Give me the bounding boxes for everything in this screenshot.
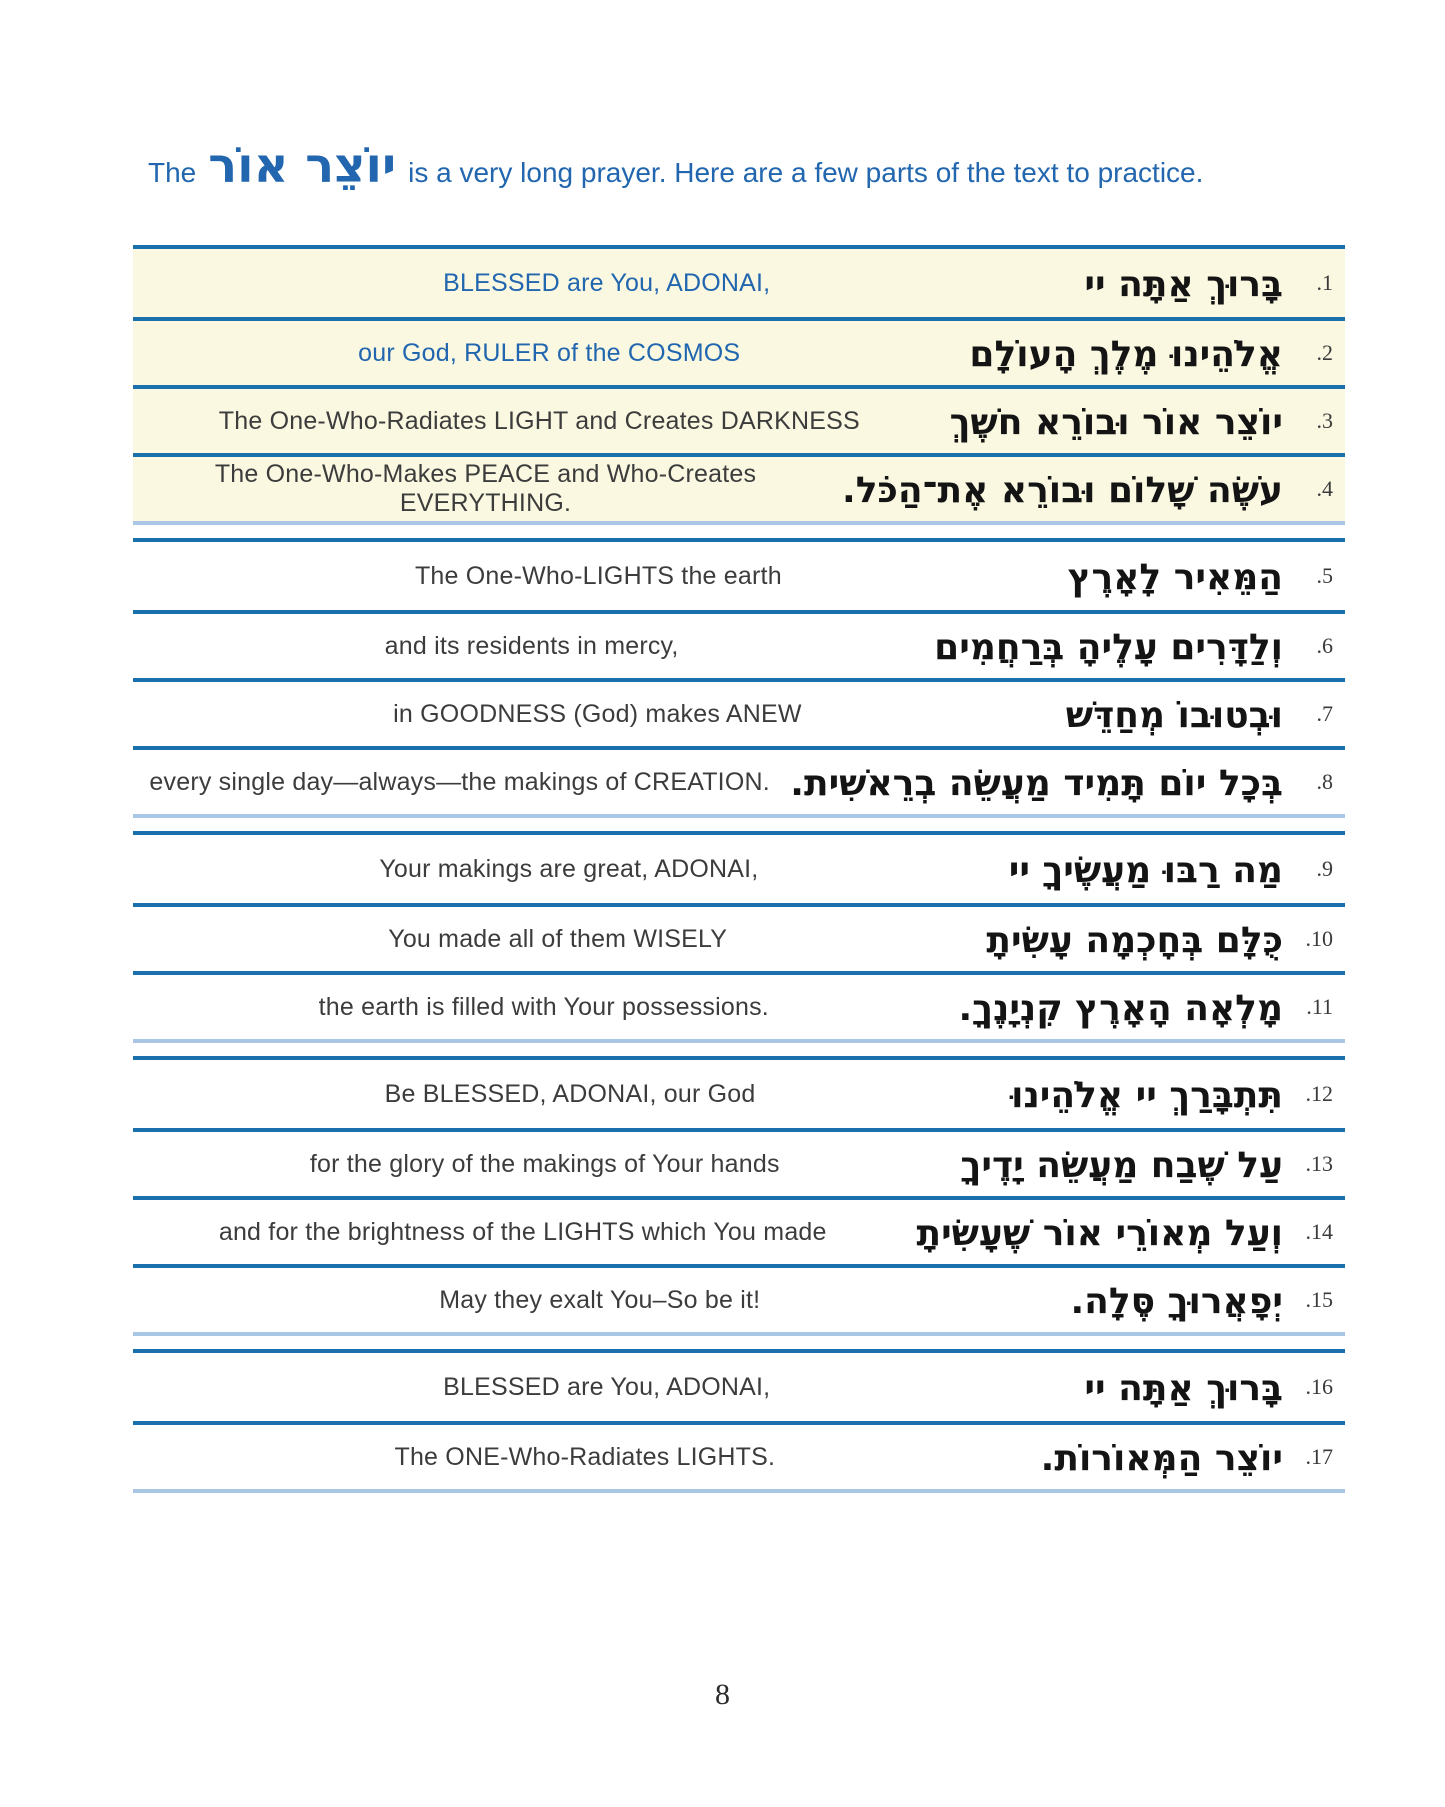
- english-translation: The One-Who-LIGHTS the earth: [414, 561, 782, 590]
- row-number: 8.: [1316, 769, 1333, 794]
- row-number: 5.: [1316, 563, 1333, 588]
- english-translation: in GOODNESS (God) makes ANEW: [393, 699, 802, 728]
- hebrew-text: תִּתְבָּרַךְ יי אֱלֹהֵינוּ: [1011, 1075, 1283, 1116]
- row-number: 1.: [1316, 270, 1333, 295]
- hebrew-text: יוֹצֵר הַמְּאוֹרוֹת.: [1040, 1438, 1283, 1479]
- prayer-table: [133, 245, 1345, 1493]
- english-translation: and its residents in mercy,: [384, 631, 679, 660]
- intro-prefix: The: [148, 157, 197, 188]
- prayer-section: [133, 1056, 1345, 1336]
- row-number: 9.: [1316, 856, 1333, 881]
- prayer-section: [133, 831, 1345, 1043]
- english-translation: BLESSED are You, ADONAI,: [443, 268, 771, 297]
- hebrew-text: וְעַל מְאוֹרֵי אוֹר שֶׁעָשִׂיתָ: [916, 1213, 1283, 1254]
- english-translation: and for the brightness of the LIGHTS which You made: [218, 1217, 827, 1246]
- prayer-row: [133, 678, 1345, 746]
- english-translation: for the glory of the makings of Your hands: [309, 1149, 780, 1178]
- prayer-row: [133, 453, 1345, 521]
- prayer-row: [133, 1128, 1345, 1196]
- prayer-row: [133, 971, 1345, 1039]
- hebrew-text: יוֹצֵר אוֹר וּבוֹרֵא חשֶׁךְ: [949, 402, 1283, 443]
- english-translation: The One-Who-Makes PEACE and Who-Creates EVERYTHING.: [214, 460, 757, 517]
- row-number: 6.: [1316, 633, 1333, 658]
- row-number: 2.: [1316, 340, 1333, 365]
- english-translation: the earth is filled with Your possessions.: [318, 992, 769, 1021]
- row-number: 12.: [1305, 1081, 1333, 1106]
- prayer-row: [133, 835, 1345, 903]
- hebrew-text: עַל שֶׁבַח מַעֲשֵׂה יָדֶיךָ: [960, 1145, 1283, 1186]
- row-number: 15.: [1305, 1287, 1333, 1312]
- row-number: 3.: [1316, 408, 1333, 433]
- row-number: 16.: [1305, 1374, 1333, 1399]
- hebrew-text: בְּכָל יוֹם תָּמִיד מַעֲשֵׂה בְרֵאשִׁית.: [790, 763, 1283, 804]
- english-translation: our God, RULER of the COSMOS: [358, 338, 741, 367]
- english-translation: The One-Who-Radiates LIGHT and Creates DARKNESS: [218, 406, 860, 435]
- hebrew-text: הַמֵּאִיר לָאָרֶץ: [1067, 557, 1283, 598]
- prayer-row: [133, 610, 1345, 678]
- hebrew-text: וּבְטוּבוֹ מְחַדֵּשׁ: [1065, 695, 1283, 736]
- row-number: 7.: [1316, 701, 1333, 726]
- row-number: 11.: [1306, 994, 1333, 1019]
- row-number: 13.: [1305, 1151, 1333, 1176]
- row-number: 14.: [1305, 1219, 1333, 1244]
- prayer-row: [133, 1264, 1345, 1332]
- english-translation: The ONE-Who-Radiates LIGHTS.: [394, 1442, 776, 1471]
- prayer-row: [133, 1353, 1345, 1421]
- english-translation: You made all of them WISELY: [388, 924, 728, 953]
- row-number: 17.: [1305, 1444, 1333, 1469]
- prayer-row: [133, 903, 1345, 971]
- row-number: 10.: [1305, 926, 1333, 951]
- hebrew-text: וְלַדָּרִים עָלֶיהָ בְּרַחֲמִים: [934, 627, 1283, 668]
- english-translation: Be BLESSED, ADONAI, our God: [384, 1079, 756, 1108]
- prayer-row: [133, 317, 1345, 385]
- hebrew-text: אֱלֹהֵינוּ מֶלֶךְ הָעוֹלָם: [969, 334, 1283, 375]
- hebrew-text: מָלְאָה הָאָרֶץ קִנְיָנֶךָ.: [958, 988, 1283, 1029]
- intro-hebrew-title: יוֹצֵר אוֹר: [208, 138, 397, 194]
- hebrew-text: בָּרוּךְ אַתָּה יי: [1084, 264, 1283, 305]
- english-translation: BLESSED are You, ADONAI,: [443, 1372, 771, 1401]
- prayer-section: [133, 245, 1345, 525]
- row-number: 4.: [1316, 476, 1333, 501]
- prayer-row: [133, 542, 1345, 610]
- prayer-row: [133, 249, 1345, 317]
- prayer-row: [133, 1060, 1345, 1128]
- hebrew-text: יְפָאֲרוּךָ סֶּלָה.: [1070, 1281, 1283, 1322]
- page-intro: [148, 138, 1203, 194]
- prayer-row: [133, 746, 1345, 814]
- hebrew-text: בָּרוּךְ אַתָּה יי: [1084, 1368, 1283, 1409]
- intro-suffix: is a very long prayer. Here are a few parts of the text to practice.: [408, 157, 1204, 188]
- prayer-section: [133, 1349, 1345, 1493]
- english-translation: May they exalt You–So be it!: [439, 1285, 761, 1314]
- english-translation: every single day—always—the makings of CREATION.: [149, 767, 770, 796]
- prayer-row: [133, 385, 1345, 453]
- hebrew-text: מַה רַבּוּ מַעֲשֶׂיךָ יי: [1008, 850, 1283, 891]
- hebrew-text: עֹשֶׂה שָׁלוֹם וּבוֹרֵא אֶת־הַכֹּל.: [842, 470, 1283, 511]
- page-number: 8: [715, 1678, 730, 1711]
- prayer-section: [133, 538, 1345, 818]
- english-translation: Your makings are great, ADONAI,: [379, 854, 759, 883]
- hebrew-text: כֻּלָּם בְּחָכְמָה עָשִׂיתָ: [986, 920, 1283, 961]
- prayer-row: [133, 1196, 1345, 1264]
- prayer-row: [133, 1421, 1345, 1489]
